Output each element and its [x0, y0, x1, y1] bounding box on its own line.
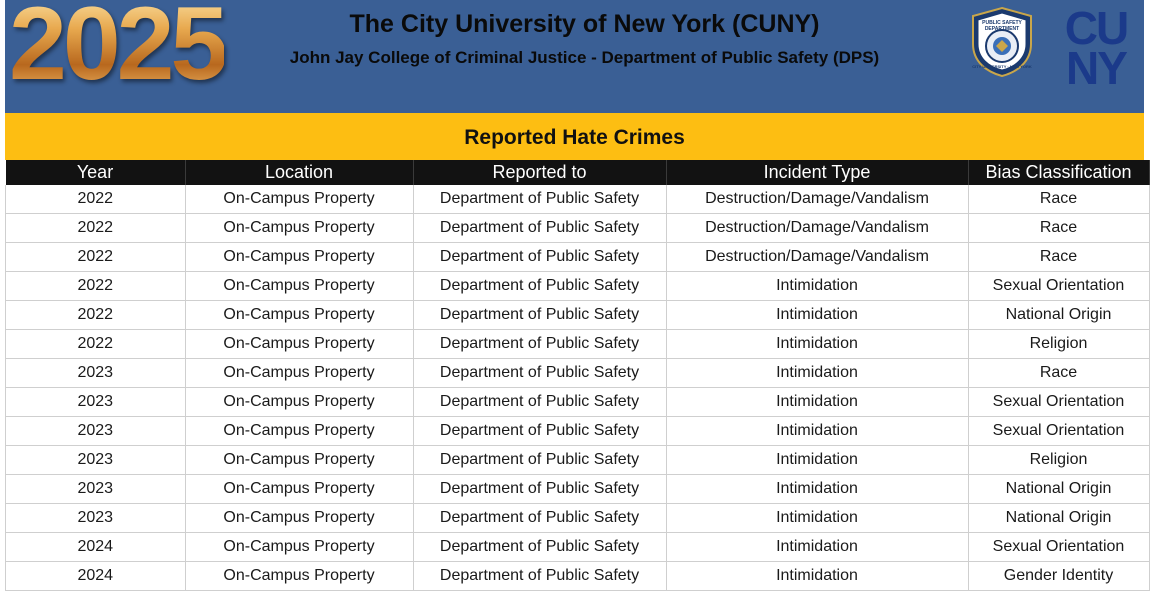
- year-badge: 2025: [9, 0, 224, 96]
- cell-location: On-Campus Property: [185, 388, 413, 417]
- cell-incident-type: Intimidation: [666, 504, 968, 533]
- cell-reported-to: Department of Public Safety: [413, 272, 666, 301]
- cell-location: On-Campus Property: [185, 272, 413, 301]
- cell-reported-to: Department of Public Safety: [413, 301, 666, 330]
- cell-year: 2023: [6, 446, 186, 475]
- cell-location: On-Campus Property: [185, 475, 413, 504]
- svg-text:PUBLIC SAFETY: PUBLIC SAFETY: [982, 20, 1022, 26]
- cell-year: 2023: [6, 417, 186, 446]
- cell-year: 2023: [6, 504, 186, 533]
- cell-reported-to: Department of Public Safety: [413, 504, 666, 533]
- cell-location: On-Campus Property: [185, 446, 413, 475]
- cell-reported-to: Department of Public Safety: [413, 562, 666, 591]
- cell-incident-type: Intimidation: [666, 417, 968, 446]
- cell-location: On-Campus Property: [185, 214, 413, 243]
- svg-text:CITY UNIVERSITY · NEW YORK: CITY UNIVERSITY · NEW YORK: [972, 64, 1032, 69]
- cell-year: 2023: [6, 475, 186, 504]
- table-row: [6, 475, 1150, 504]
- table-row: [6, 185, 1150, 214]
- cell-location: On-Campus Property: [185, 330, 413, 359]
- cell-bias-classification: Sexual Orientation: [968, 533, 1149, 562]
- cell-year: 2022: [6, 214, 186, 243]
- cell-reported-to: Department of Public Safety: [413, 417, 666, 446]
- column-header-bias-classification: Bias Classification: [968, 160, 1149, 185]
- section-title: Reported Hate Crimes: [5, 113, 1144, 160]
- cell-bias-classification: Race: [968, 359, 1149, 388]
- cell-incident-type: Intimidation: [666, 272, 968, 301]
- table-header-row: [6, 160, 1150, 185]
- page-subtitle: John Jay College of Criminal Justice - Department of Public Safety (DPS): [289, 48, 880, 67]
- cell-incident-type: Destruction/Damage/Vandalism: [666, 243, 968, 272]
- table-row: [6, 301, 1150, 330]
- cell-year: 2022: [6, 272, 186, 301]
- cell-bias-classification: Gender Identity: [968, 562, 1149, 591]
- cell-incident-type: Intimidation: [666, 533, 968, 562]
- table-row: [6, 446, 1150, 475]
- cell-year: 2024: [6, 562, 186, 591]
- cell-location: On-Campus Property: [185, 185, 413, 214]
- page-title: The City University of New York (CUNY): [349, 10, 820, 38]
- table-row: [6, 417, 1150, 446]
- cell-incident-type: Intimidation: [666, 475, 968, 504]
- public-safety-seal-icon: [969, 6, 1035, 78]
- cell-bias-classification: Sexual Orientation: [968, 388, 1149, 417]
- cell-bias-classification: Religion: [968, 446, 1149, 475]
- cell-bias-classification: National Origin: [968, 504, 1149, 533]
- cell-year: 2023: [6, 388, 186, 417]
- cell-bias-classification: Race: [968, 214, 1149, 243]
- cell-bias-classification: Sexual Orientation: [968, 417, 1149, 446]
- cell-reported-to: Department of Public Safety: [413, 475, 666, 504]
- cell-incident-type: Intimidation: [666, 562, 968, 591]
- table-row: [6, 504, 1150, 533]
- cell-reported-to: Department of Public Safety: [413, 214, 666, 243]
- svg-text:DEPARTMENT: DEPARTMENT: [984, 26, 1020, 32]
- cell-location: On-Campus Property: [185, 562, 413, 591]
- hate-crimes-table: [5, 160, 1150, 591]
- cell-year: 2022: [6, 301, 186, 330]
- table-row: [6, 562, 1150, 591]
- cell-incident-type: Intimidation: [666, 330, 968, 359]
- cell-location: On-Campus Property: [185, 301, 413, 330]
- column-header-year: Year: [6, 160, 186, 185]
- cell-location: On-Campus Property: [185, 243, 413, 272]
- cell-year: 2023: [6, 359, 186, 388]
- cell-bias-classification: Race: [968, 185, 1149, 214]
- table-row: [6, 214, 1150, 243]
- table-row: [6, 330, 1150, 359]
- cell-incident-type: Intimidation: [666, 446, 968, 475]
- cell-bias-classification: Race: [968, 243, 1149, 272]
- column-header-location: Location: [185, 160, 413, 185]
- cell-incident-type: Intimidation: [666, 301, 968, 330]
- cell-reported-to: Department of Public Safety: [413, 359, 666, 388]
- cell-location: On-Campus Property: [185, 359, 413, 388]
- table-row: [6, 359, 1150, 388]
- table-row: [6, 533, 1150, 562]
- svg-text:CU: CU: [1064, 4, 1128, 54]
- table-row: [6, 388, 1150, 417]
- cell-reported-to: Department of Public Safety: [413, 330, 666, 359]
- column-header-incident-type: Incident Type: [666, 160, 968, 185]
- cell-reported-to: Department of Public Safety: [413, 243, 666, 272]
- cell-bias-classification: Religion: [968, 330, 1149, 359]
- cell-year: 2022: [6, 243, 186, 272]
- page-header: [5, 0, 1144, 113]
- svg-text:NY: NY: [1066, 42, 1126, 86]
- cell-incident-type: Destruction/Damage/Vandalism: [666, 185, 968, 214]
- cell-reported-to: Department of Public Safety: [413, 388, 666, 417]
- cell-location: On-Campus Property: [185, 504, 413, 533]
- cell-incident-type: Intimidation: [666, 359, 968, 388]
- cell-year: 2022: [6, 185, 186, 214]
- cell-location: On-Campus Property: [185, 417, 413, 446]
- cell-location: On-Campus Property: [185, 533, 413, 562]
- table-row: [6, 272, 1150, 301]
- cell-incident-type: Intimidation: [666, 388, 968, 417]
- table-row: [6, 243, 1150, 272]
- cell-reported-to: Department of Public Safety: [413, 446, 666, 475]
- cell-bias-classification: National Origin: [968, 301, 1149, 330]
- cell-year: 2022: [6, 330, 186, 359]
- cell-bias-classification: National Origin: [968, 475, 1149, 504]
- cuny-logo-icon: [1051, 4, 1141, 86]
- cell-incident-type: Destruction/Damage/Vandalism: [666, 214, 968, 243]
- cell-bias-classification: Sexual Orientation: [968, 272, 1149, 301]
- column-header-reported-to: Reported to: [413, 160, 666, 185]
- cell-reported-to: Department of Public Safety: [413, 533, 666, 562]
- cell-year: 2024: [6, 533, 186, 562]
- cell-reported-to: Department of Public Safety: [413, 185, 666, 214]
